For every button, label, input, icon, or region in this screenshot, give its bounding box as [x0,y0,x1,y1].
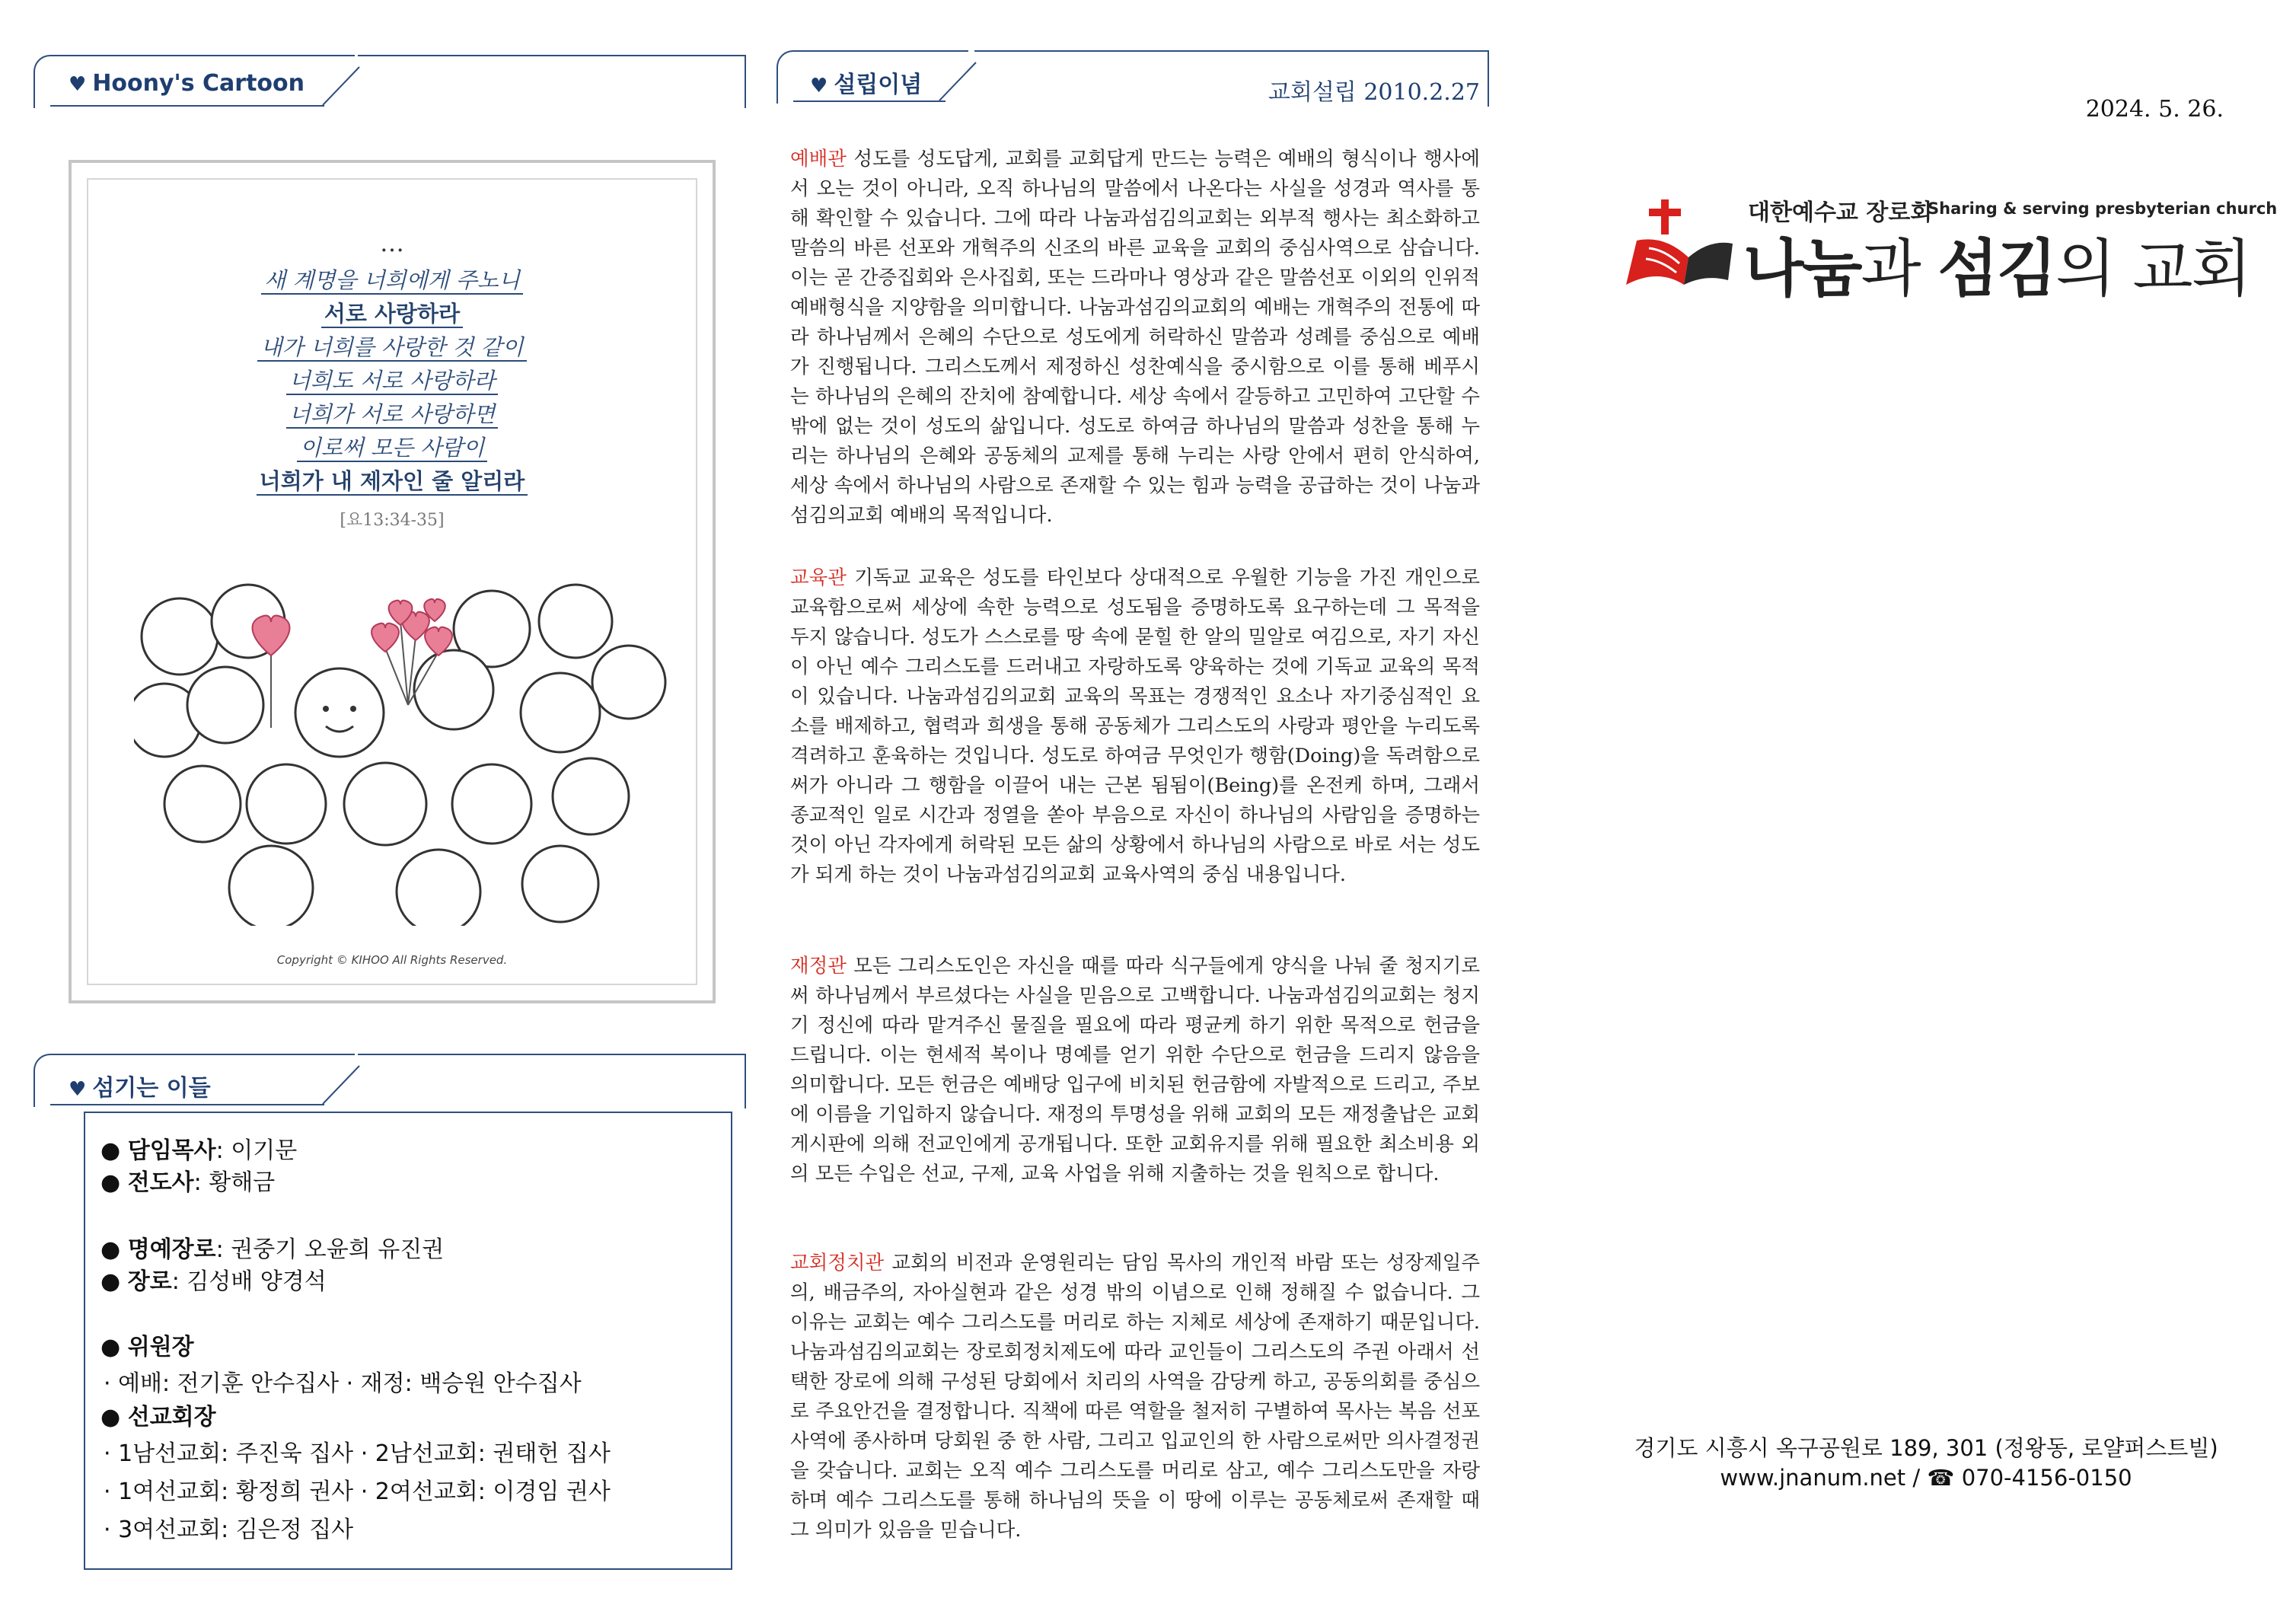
church-name-part: 의 교회 [2055,233,2250,305]
finance-paragraph: 재정관 모든 그리스도인은 자신을 때를 따라 식구들에게 양식을 나눠 줄 청지기로써 하나님께서 부르셨다는 사실을 믿음으로 고백합니다. 나눔과섬김의교회는 청지기 정신에 따라 맡겨주신 물질을 필요에 따라 평균케 하기 위한 목적으로 헌금을 드립니다. 이는 현세적 복이나 명예를 얻기 위한 수단으로 헌금을 드리지 않음을 의미합니다. 모든 헌금은 예배당 입구에 비치된 헌금함에 자발적으로 드리고, 주보에 이름을 기입하지 않습니다. 재정의 투명성을 위해 교회의 모든 재정출납은 교회 게시판에 의해 전교인에게 공개됩니다. 또한 교회유지를 위해 필요한 최소비용 외의 모든 수입은 선교, 구제, 교육 사업을 위해 지출하는 것을 원칙으로 합니다. [790,955,1480,1185]
servants-box [84,1112,732,1570]
phone: 070-4156-0150 [1961,1465,2132,1491]
crowd-illustration [134,576,667,926]
verse-line: 이로써 모든 사람이 [88,431,696,462]
polity-paragraph: 교회정치관 교회의 비전과 운영원리는 담임 목사의 개인적 바람 또는 성장제일주의, 배금주의, 자아실현과 같은 성경 밖의 이념으로 인해 정해질 수 없습니다. 그 이유는 교회는 예수 그리스도를 머리로 하는 지체로 세상에 존재하기 때문입니다. 나눔과섬김의교회는 장로회정치제도에 따라 교인들이 그리스도의 주권 아래서 선택한 장로에 의해 구성된 당회에서 치리의 사역을 감당케 하고, 공동의회를 중심으로 주요안건을 결정합니다. 직책에 따른 역할을 철저히 구별하여 목사는 복음 선포 사역에 종사하며 당회원 중 한 사람, 그리고 입교인의 한 사람으로써만 의사결정권을 갖습니다. 교회는 오직 예수 그리스도를 머리로 삼고, 예수 그리스도만을 자랑하며 예수 그리스도를 통해 하나님의 뜻을 이 땅에 이루는 공동체로써 존재할 때 그 의미가 있음을 믿습니다. [790,1252,1480,1542]
verse-line: 새 계명을 너희에게 주노니 [88,263,696,295]
church-address: 경기도 시흥시 옥구공원로 189, 301 (정왕동, 로얄퍼스트빌) [1634,1435,2218,1461]
education-keyword: 교육관 [790,566,847,589]
cartoon-frame [69,160,716,1003]
committee-detail: · 예배: 전기훈 안수집사 · 재정: 백승원 안수집사 [104,1370,582,1397]
senior-pastor-row: ● 담임목사: 이기문 [100,1137,298,1164]
emeritus-row: ● 명예장로: 권중기 오윤희 유진권 [100,1236,445,1263]
polity-keyword: 교회정치관 [790,1252,885,1274]
finance-keyword: 재정관 [790,955,847,978]
heart-icon: ♥ [69,1078,87,1101]
education-paragraph: 교육관 기독교 교육은 성도를 타인보다 상대적으로 우월한 기능을 가진 개인으로 교육함으로써 세상에 속한 능력으로 성도됨을 증명하도록 요구하는데 그 목적을 두지 않습니다. 성도가 스스로를 땅 속에 묻힐 한 알의 밀알로 여김으로, 자기 자신이 아닌 예수 그리스도를 드러내고 자랑하도록 양육하는 것에 기독교 교육의 목적이 있습니다. 나눔과섬김의교회 교육의 목표는 경쟁적인 요소나 자기중심적인 요소를 배제하고, 협력과 희생을 통해 공동체가 그리스도의 사랑과 평안을 누리도록 격려하고 훈육하는 것입니다. 성도로 하여금 무엇인가 행함(Doing)을 독려함으로써가 아니라 그 행함을 이끌어 내는 근본 됨됨이(Being)를 온전케 하며, 그래서 종교적인 일로 시간과 정열을 쏟아 부음으로 자신이 하나님의 사람임을 증명하는 것이 아닌 각자에게 허락된 모든 삶의 상황에서 하나님의 사람으로 바로 서는 성도가 되게 하는 것이 나눔과섬김의교회 교육사역의 중심 내용입니다. [790,566,1480,886]
heart-icon: ♥ [810,75,828,97]
cartoon-header-title: Hoony's Cartoon [92,70,305,97]
church-name-part: 나눔 [1743,233,1861,305]
denomination: 대한예수교 장로회 [1748,199,1933,226]
church-name-part: 섬김 [1937,233,2056,305]
mission-detail: · 3여선교회: 김은정 집사 [104,1517,354,1543]
founding-header-title: 설립이념 [834,72,923,98]
worship-paragraph: 예배관 성도를 성도답게, 교회를 교회답게 만드는 능력은 예배의 형식이나 행사에서 오는 것이 아니라, 오직 하나님의 말씀에서 나온다는 사실을 성경과 역사를 통해 확인할 수 있습니다. 그에 따라 나눔과섬김의교회는 외부적 행사는 최소화하고 말씀의 바른 선포와 개혁주의 신조의 바른 교육을 교회의 중심사역으로 삼습니다. 이는 곧 간증집회와 은사집회, 또는 드라마나 영상과 같은 말씀선포 이외의 인위적 예배형식을 지양함을 의미합니다. 나눔과섬김의교회의 예배는 개혁주의 전통에 따라 하나님께서 은혜의 수단으로 성도에게 허락하신 말씀과 성례를 중심으로 예배가 진행됩니다. 그리스도께서 제정하신 성찬예식을 중시함으로 이를 통해 베푸시는 하나님의 은혜의 잔치에 참예합니다. 세상 속에서 갈등하고 고민하여 고단할 수밖에 없는 것이 성도의 삶입니다. 성도로 하여금 하나님의 말씀과 성찬을 통해 누리는 하나님의 은혜와 공동체의 교제를 통해 누리는 사랑 안에서 편히 안식하여, 세상 속에서 하나님의 사람으로 존재할 수 있는 힘과 능력을 공급하는 것이 나눔과섬김의교회 예배의 목적입니다. [790,148,1480,527]
founded-date: 교회설립 2010.2.27 [1268,79,1480,106]
mission-row: ● 선교회장 [100,1404,216,1431]
cross-bible-icon [1618,195,1748,294]
tab-slash [320,1063,365,1107]
verse-line: 서로 사랑하라 [88,297,696,328]
contact-line [1583,1465,2269,1491]
website: www.jnanum.net / [1720,1465,1928,1491]
tab-slash [936,59,982,104]
verse-line: 너희가 서로 사랑하면 [88,397,696,429]
tab-slash [320,64,365,108]
verse-ellipsis: … [380,228,404,257]
servants-header-title: 섬기는 이들 [92,1075,211,1102]
verse-line: 너희가 내 제자인 줄 알리라 [88,464,696,496]
evangelist-row: ● 전도사: 황해금 [100,1169,276,1196]
church-name-part: 과 [1861,233,1938,305]
church-name [1743,219,2250,308]
verse-line: 너희도 서로 사랑하라 [88,364,696,395]
heart-icon: ♥ [69,73,87,96]
worship-keyword: 예배관 [790,148,847,171]
english-name: Sharing & serving presbyterian church [1928,199,2278,218]
phone-icon: ☎ [1927,1465,1962,1491]
bulletin-date: 2024. 5. 26. [2085,96,2224,123]
verse-reference: [요13:34-35] [340,511,445,530]
mission-detail: · 1여선교회: 황정희 권사 · 2여선교회: 이경임 권사 [104,1478,611,1505]
verse-line: 내가 너희를 사랑한 것 같이 [88,330,696,362]
elder-row: ● 장로: 김성배 양경석 [100,1268,327,1295]
committee-row: ● 위원장 [100,1334,194,1360]
cartoon-copyright: Copyright © KIHOO All Rights Reserved. [276,953,508,967]
mission-detail: · 1남선교회: 주진욱 집사 · 2남선교회: 권태헌 집사 [104,1440,611,1467]
